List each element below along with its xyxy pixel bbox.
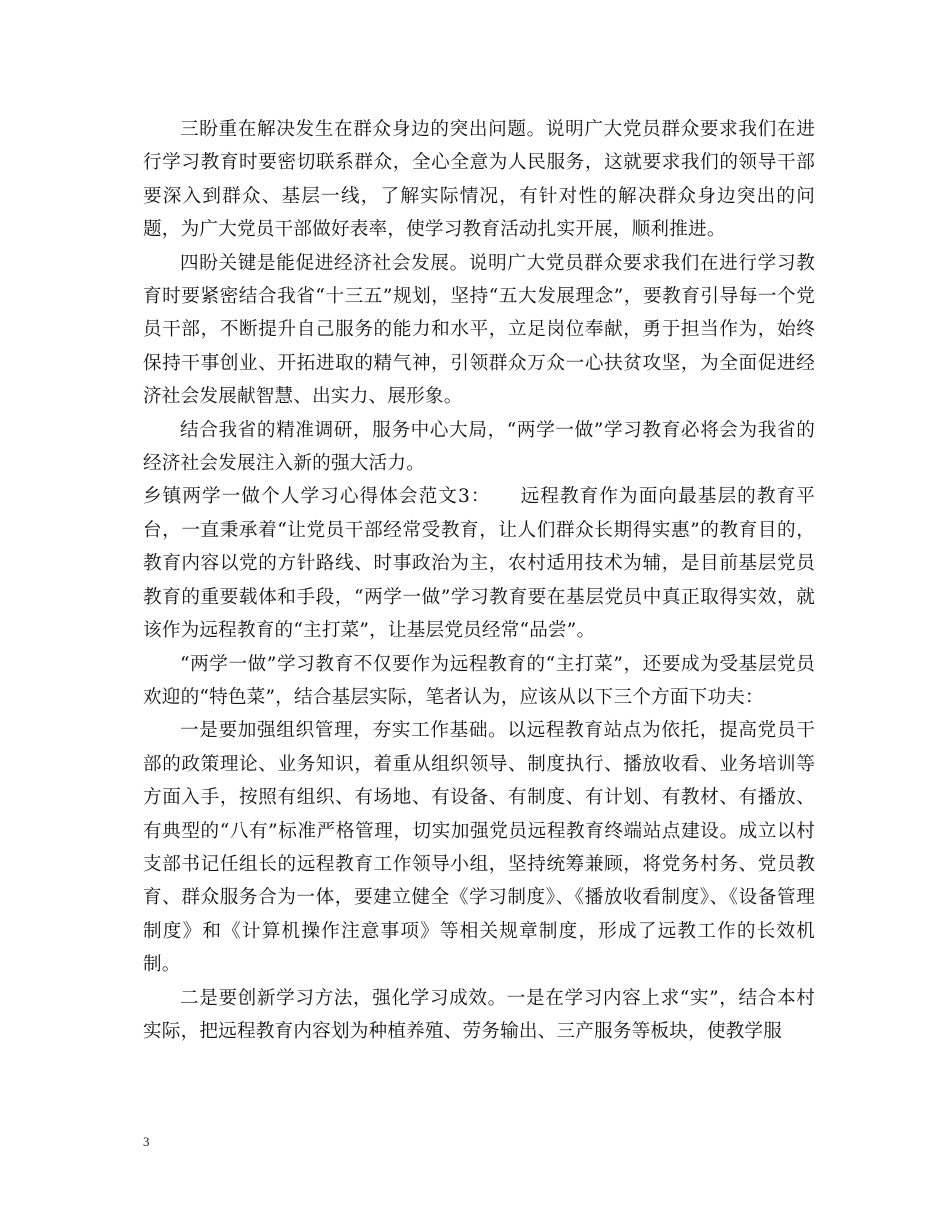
page-number: 3 <box>143 1134 150 1149</box>
paragraph-2: 四盼关键是能促进经济社会发展。说明广大党员群众要求我们在进行学习教育时要紧密结合我省“十三五”规划，坚持“五大发展理念”，要教育引导每一个党员干部，不断提升自己服务的能力和水平，立足岗位奉献，勇于担当作为，始终保持干事创业、开拓进取的精气神，引领群众万众一心扶贫攻坚，为全面促进经济社会发展献智慧、出实力、展形象。 <box>143 252 815 408</box>
paragraph-7: 二是要创新学习方法，强化学习成效。一是在学习内容上求“实”，结合本村实际，把远程教育内容划为种植养殖、劳务输出、三产服务等板块，使教学服 <box>143 987 815 1042</box>
paragraph-3: 结合我省的精准调研，服务中心大局，“两学一做”学习教育必将会为我省的经济社会发展注入新的强大活力。 <box>143 419 815 475</box>
document-body <box>143 113 815 1048</box>
paragraph-5: “两学一做”学习教育不仅要作为远程教育的“主打菜”，还要成为受基层党员欢迎的“特色菜”，结合基层实际，笔者认为，应该从以下三个方面下功夫： <box>143 653 815 708</box>
paragraph-4: 乡镇两学一做个人学习心得体会范文3： 远程教育作为面向最基层的教育平台，一直秉承着“让党员干部经常受教育，让人们群众长期得实惠”的教育目的，教育内容以党的方针路线、时事政治为主，农村适用技术为辅，是目前基层党员教育的重要载体和手段，“两学一做”学习教育要在基层党员中真正取得实效，就该作为远程教育的“主打菜”，让基层党员经常“品尝”。 <box>143 486 815 642</box>
paragraph-6: 一是要加强组织管理，夯实工作基础。以远程教育站点为依托，提高党员干部的政策理论、业务知识，着重从组织领导、制度执行、播放收看、业务培训等方面入手，按照有组织、有场地、有设备、有制度、有计划、有教材、有播放、有典型的“八有”标准严格管理，切实加强党员远程教育终端站点建设。成立以村支部书记任组长的远程教育工作领导小组，坚持统筹兼顾，将党务村务、党员教育、群众服务合为一体，要建立健全《学习制度》、《播放收看制度》、《设备管理制度》和《计算机操作注意事项》等相关规章制度，形成了远教工作的长效机制。 <box>143 720 815 976</box>
paragraph-1: 三盼重在解决发生在群众身边的突出问题。说明广大党员群众要求我们在进行学习教育时要密切联系群众，全心全意为人民服务，这就要求我们的领导干部要深入到群众、基层一线，了解实际情况，有针对性的解决群众身边突出的问题，为广大党员干部做好表率，使学习教育活动扎实开展，顺利推进。 <box>143 119 815 241</box>
